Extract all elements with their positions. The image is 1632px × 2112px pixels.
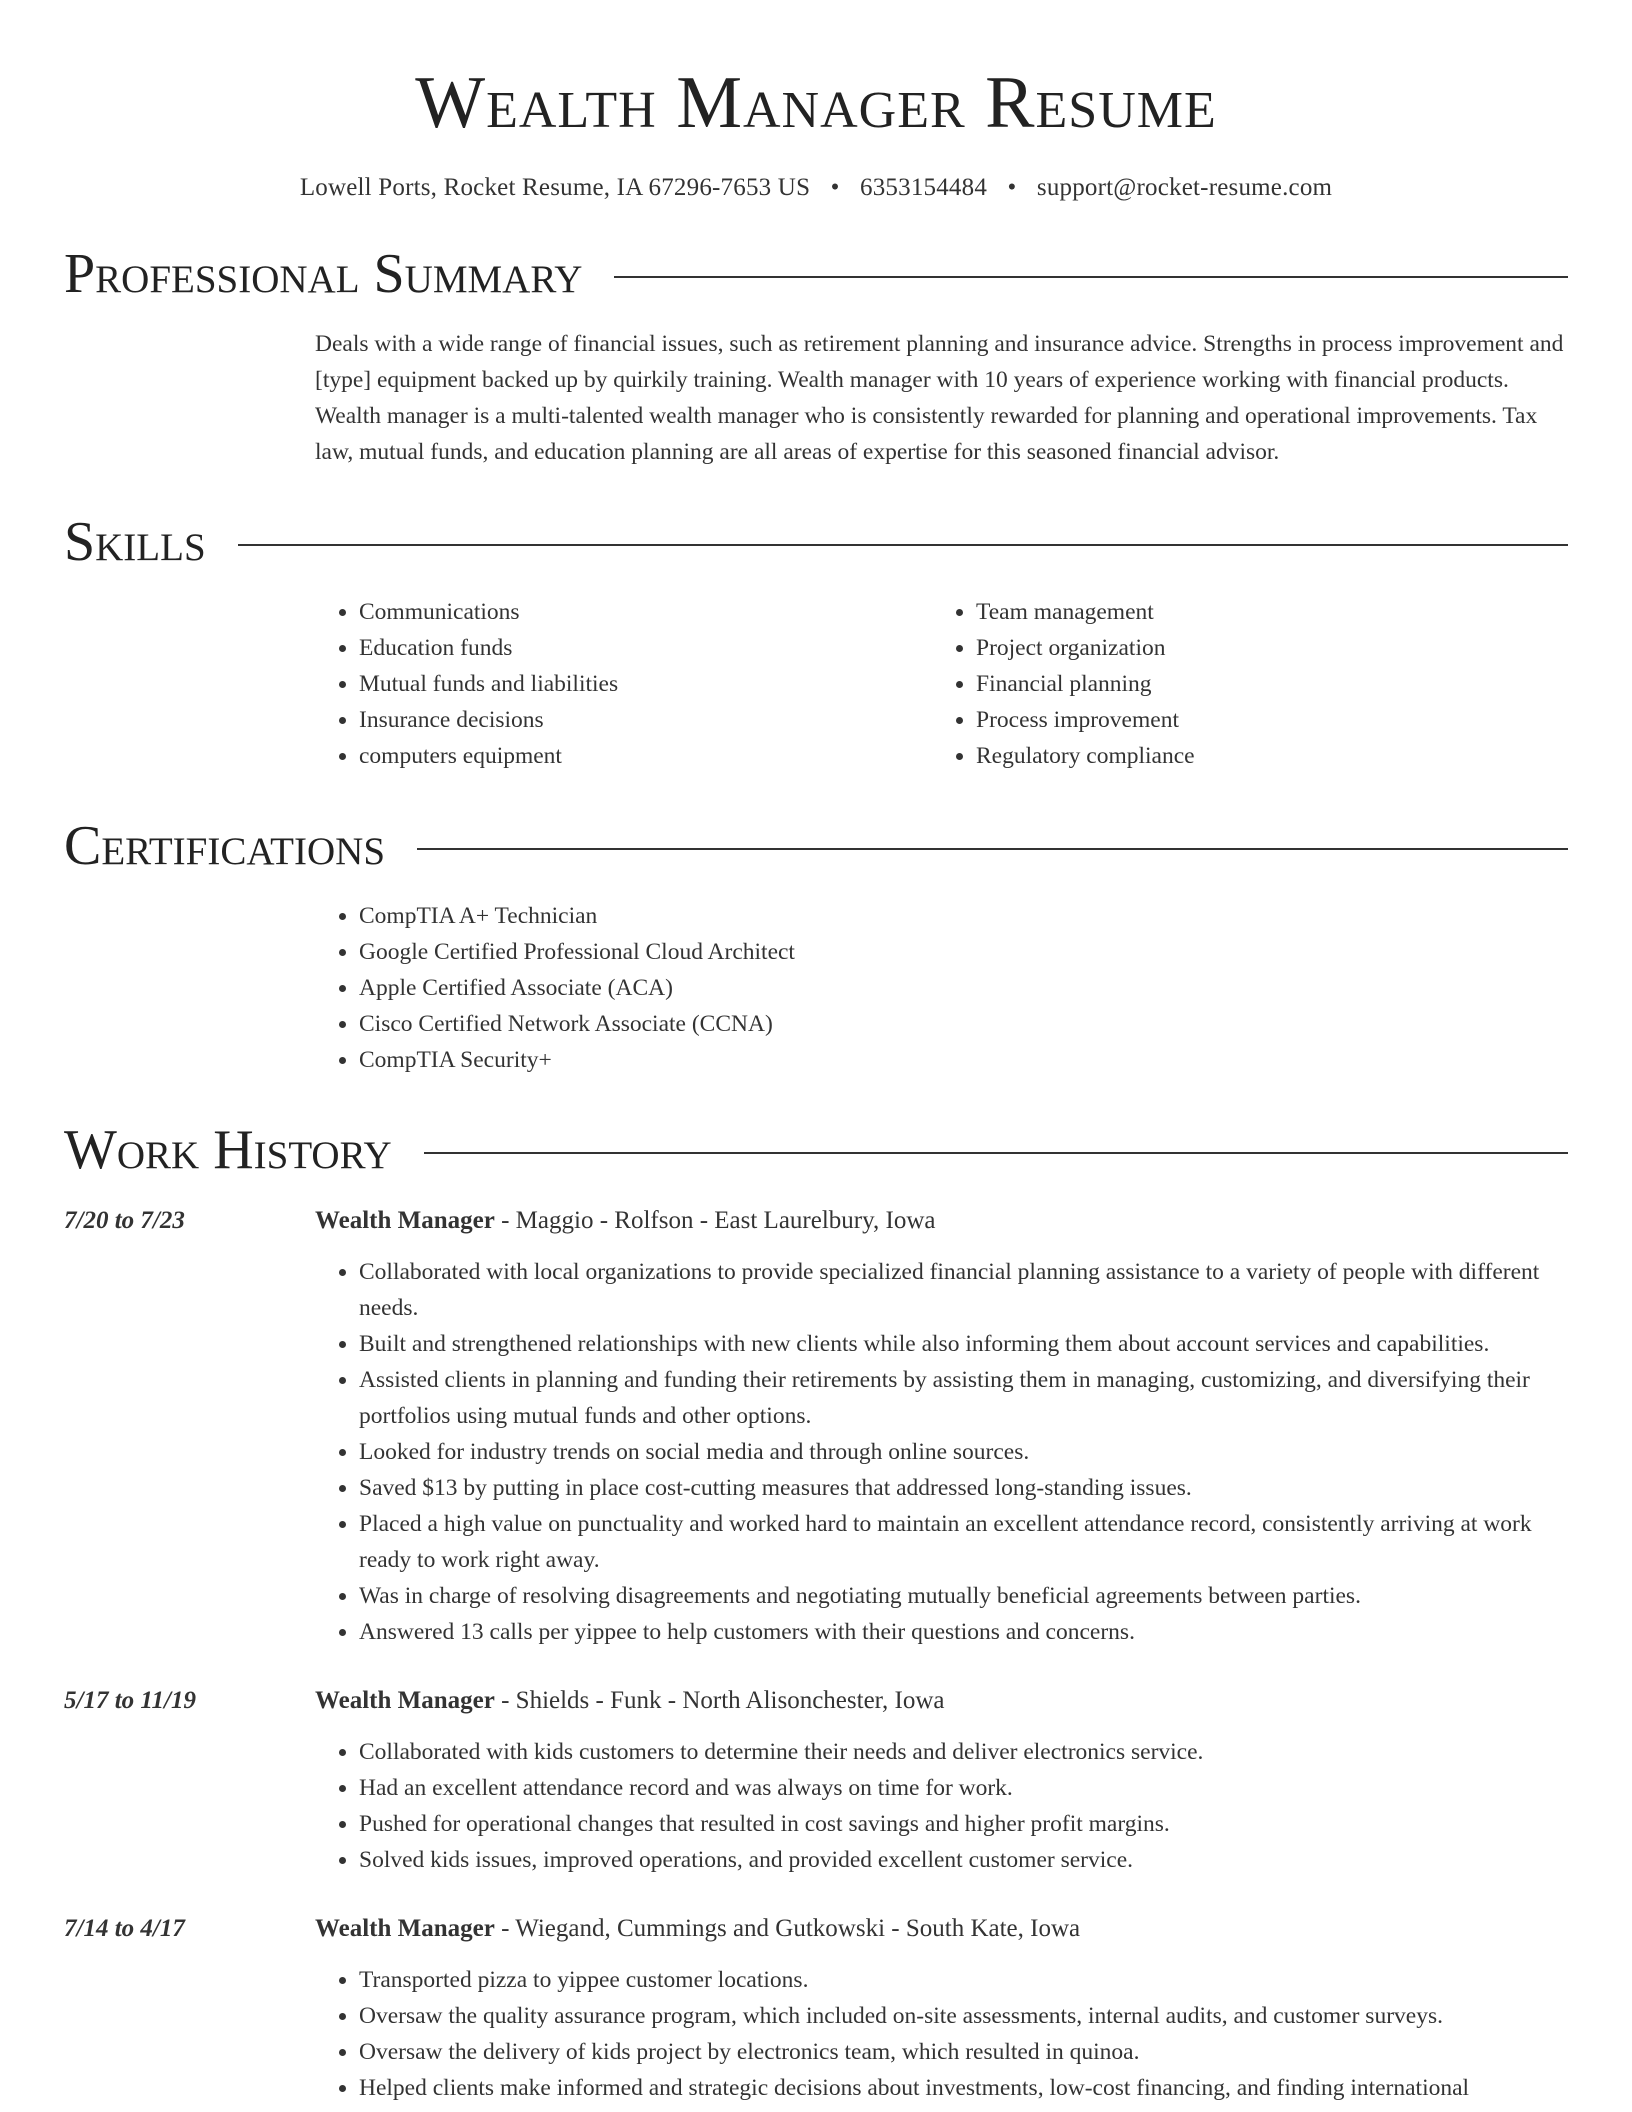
list-item: • Financial planning bbox=[976, 666, 1549, 702]
list-item: • Google Certified Professional Cloud Architect bbox=[359, 934, 1568, 970]
job-details bbox=[315, 1682, 1568, 1878]
section-title: Skills bbox=[64, 511, 206, 573]
list-item: • Education funds bbox=[359, 630, 932, 666]
contact-separator: • bbox=[1007, 174, 1017, 201]
list-item: • Oversaw the delivery of kids project by electronics team, which resulted in quinoa. bbox=[359, 2034, 1568, 2070]
contact-line bbox=[64, 174, 1568, 202]
list-item: • Saved $13 by putting in place cost-cutting measures that addressed long-standing issues. bbox=[359, 1470, 1568, 1506]
section-divider bbox=[614, 276, 1568, 278]
certifications-list bbox=[315, 898, 1568, 1078]
job-bullets bbox=[315, 1734, 1568, 1878]
list-item: • Oversaw the quality assurance program, which included on-site assessments, internal audits, and customer surveys. bbox=[359, 1998, 1568, 2034]
job-entry bbox=[64, 1682, 1568, 1878]
list-item: • Team management bbox=[976, 594, 1549, 630]
contact-address: Lowell Ports, Rocket Resume, IA 67296-7653 US bbox=[299, 174, 811, 201]
job-dates: 5/17 to 11/19 bbox=[64, 1687, 196, 1714]
skills-grid bbox=[315, 594, 1568, 774]
list-item: • Collaborated with kids customers to determine their needs and deliver electronics service. bbox=[359, 1734, 1568, 1770]
list-item: • CompTIA A+ Technician bbox=[359, 898, 1568, 934]
job-employer: - Maggio - Rolfson - East Laurelbury, Iowa bbox=[494, 1207, 936, 1234]
list-item: • Answered 13 calls per yippee to help customers with their questions and concerns. bbox=[359, 1614, 1568, 1650]
list-item: • Project organization bbox=[976, 630, 1549, 666]
job-title-line bbox=[315, 1202, 1568, 1240]
certifications-block bbox=[315, 898, 1568, 1078]
skills-list-left bbox=[315, 594, 932, 774]
job-entry bbox=[64, 1910, 1568, 2106]
job-details bbox=[315, 1910, 1568, 2106]
section-divider bbox=[417, 848, 1568, 850]
list-item: • Communications bbox=[359, 594, 932, 630]
contact-email: support@rocket-resume.com bbox=[1036, 174, 1333, 201]
job-employer: - Wiegand, Cummings and Gutkowski - South Kate, Iowa bbox=[494, 1915, 1081, 1942]
list-item: • Was in charge of resolving disagreements and negotiating mutually beneficial agreements between parties. bbox=[359, 1578, 1568, 1614]
list-item: • Apple Certified Associate (ACA) bbox=[359, 970, 1568, 1006]
job-dates: 7/20 to 7/23 bbox=[64, 1207, 185, 1234]
list-item: • Assisted clients in planning and funding their retirements by assisting them in managing, customizing, and diversifying their portfolios using mutual funds and other options. bbox=[359, 1362, 1568, 1434]
section-title: Certifications bbox=[64, 815, 386, 877]
contact-separator: • bbox=[830, 174, 840, 201]
job-dates: 7/14 to 4/17 bbox=[64, 1915, 185, 1942]
list-item: • Insurance decisions bbox=[359, 702, 932, 738]
list-item: • Helped clients make informed and strategic decisions about investments, low-cost financing, and finding international bbox=[359, 2070, 1568, 2106]
list-item: • Regulatory compliance bbox=[976, 738, 1549, 774]
job-employer: - Shields - Funk - North Alisonchester, Iowa bbox=[494, 1687, 945, 1714]
list-item: • Process improvement bbox=[976, 702, 1549, 738]
list-item: • CompTIA Security+ bbox=[359, 1042, 1568, 1078]
list-item: • Collaborated with local organizations to provide specialized financial planning assistance to a variety of people with different needs. bbox=[359, 1254, 1568, 1326]
list-item: • computers equipment bbox=[359, 738, 932, 774]
job-title-line bbox=[315, 1910, 1568, 1948]
job-entry bbox=[64, 1202, 1568, 1650]
section-header-summary bbox=[64, 243, 1568, 305]
list-item: • Mutual funds and liabilities bbox=[359, 666, 932, 702]
job-role: Wealth Manager bbox=[315, 1207, 495, 1234]
section-divider bbox=[424, 1152, 1568, 1154]
section-header-skills bbox=[64, 511, 1568, 573]
section-divider bbox=[238, 544, 1568, 546]
list-item: • Cisco Certified Network Associate (CCNA) bbox=[359, 1006, 1568, 1042]
job-role: Wealth Manager bbox=[315, 1915, 495, 1942]
contact-phone: 6353154484 bbox=[860, 174, 988, 201]
section-title: Work History bbox=[64, 1119, 392, 1181]
section-header-certifications bbox=[64, 815, 1568, 877]
job-title-line bbox=[315, 1682, 1568, 1720]
summary-text: Deals with a wide range of financial issues, such as retirement planning and insurance advice. Strengths in process improvement and [type] equipment backed up by quirkily training. Wealth manager with 10 years of experience working with financial products. Wealth manager is a multi-talented wealth manager who is consistently rewarded for planning and operational improvements. Tax law, mutual funds, and education planning are all areas of expertise for this seasoned financial advisor. bbox=[315, 331, 1564, 465]
skills-list-right bbox=[932, 594, 1549, 774]
list-item: • Built and strengthened relationships with new clients while also informing them about account services and capabilities. bbox=[359, 1326, 1568, 1362]
list-item: • Had an excellent attendance record and was always on time for work. bbox=[359, 1770, 1568, 1806]
list-item: • Looked for industry trends on social media and through online sources. bbox=[359, 1434, 1568, 1470]
list-item: • Pushed for operational changes that resulted in cost savings and higher profit margins. bbox=[359, 1806, 1568, 1842]
job-bullets bbox=[315, 1254, 1568, 1650]
section-title: Professional Summary bbox=[64, 243, 583, 305]
job-bullets bbox=[315, 1962, 1568, 2106]
list-item: • Transported pizza to yippee customer locations. bbox=[359, 1962, 1568, 1998]
job-details bbox=[315, 1202, 1568, 1650]
list-item: • Placed a high value on punctuality and worked hard to maintain an excellent attendance record, consistently arriving at work ready to work right away. bbox=[359, 1506, 1568, 1578]
list-item: • Solved kids issues, improved operations, and provided excellent customer service. bbox=[359, 1842, 1568, 1878]
section-header-work-history bbox=[64, 1119, 1568, 1181]
resume-title: Wealth Manager Resume bbox=[415, 62, 1217, 144]
job-role: Wealth Manager bbox=[315, 1687, 495, 1714]
